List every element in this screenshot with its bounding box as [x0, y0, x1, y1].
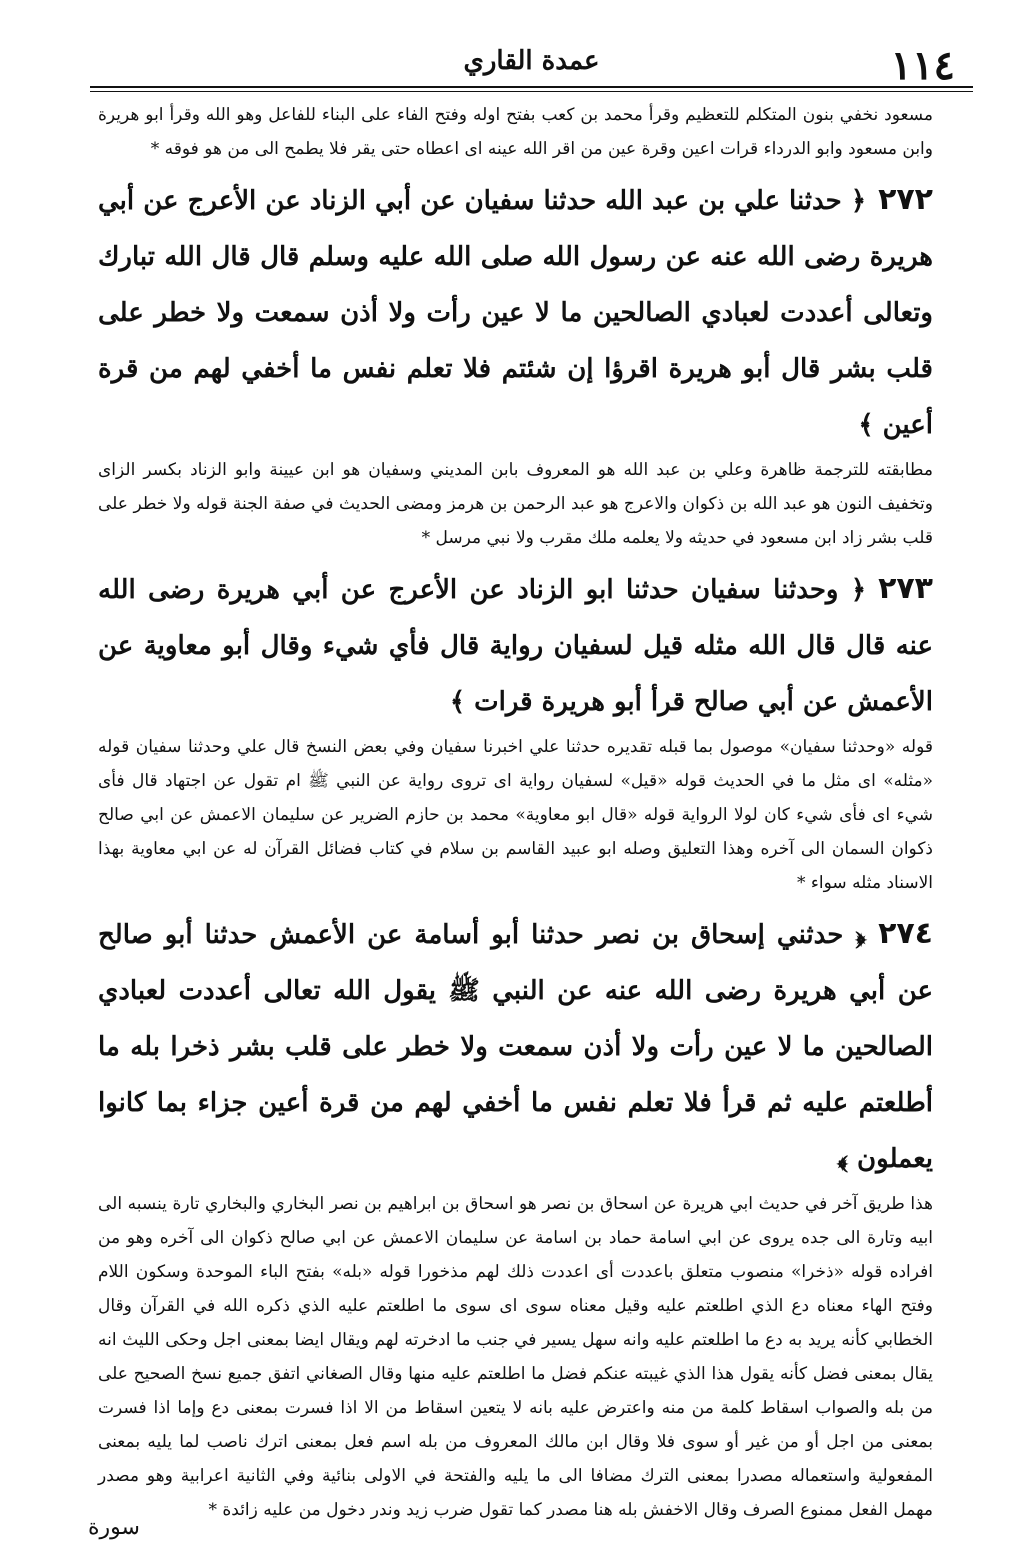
- hadith-paragraph: [98, 906, 933, 1187]
- hadith-number: ٢٧٣: [878, 571, 933, 606]
- hadith-number: ٢٧٢: [878, 182, 933, 217]
- commentary-paragraph: هذا طريق آخر في حديث ابي هريرة عن اسحاق بن نصر هو اسحاق بن ابراهيم بن نصر البخاري والبخاري تارة ينسبه الى ابيه وتارة الى جده يروى عن ابي اسامة حماد بن اسامة عن سليمان الاعمش عن ابي صالح ذكوان الى آخره وهو من افراده قوله «ذخرا» منصوب متعلق باعددت أى اعددت ذلك لهم مذخورا قوله «بله» بفتح الباء الموحدة وسكون اللام وفتح الهاء معناه دع الذي اطلعتم عليه وقيل معناه سوى اى سوى ما اطلعتم عليه الذي ذكره الله في القرآن وقال الخطابي كأنه يريد به دع ما اطلعتم عليه وانه سهل يسير في جنب ما ادخرته لهم ويقال ايضا بمعنى اجل وحكى الليث انه يقال بمعنى فضل كأنه يقول هذا الذي غيبته عنكم فضل ما اطلعتم عليه منها وقال الصغاني اتفق جميع نسخ الصحيح على من بله والصواب اسقاط كلمة من منه واعترض عليه بانه لا يتعين اسقاط من الا اذا فسرت بمعنى دع وإما اذا فسرت بمعنى من اجل أو من غير أو سوى فلا وقال ابن مالك المعروف من بله اسم فعل بمعنى اترك ناصب لما يليه بمعنى المفعولية واستعماله مصدرا بمعنى الترك مضافا الى ما يليه والفتحة في الاولى بنائية وفي الثانية اعرابية وهو مصدر مهمل الفعل ممنوع الصرف وقال الاخفش بله هنا مصدر كما تقول ضرب زيد وندر دخول من عليه زائدة *: [98, 1194, 934, 1520]
- commentary-paragraph: قوله «وحدثنا سفيان» موصول بما قبله تقديره حدثنا علي اخبرنا سفيان وفي بعض النسخ قال علي وحدثنا سفيان قوله «مثله» اى مثل ما في الحديث قوله «قيل» لسفيان رواية اى تروى رواية عن النبي ﷺ ام تقول عن اجتهاد قال فأى شيء اى فأى شيء كان لولا الرواية قوله «قال ابو معاوية» محمد بن حازم الضرير عن سليمان الاعمش عن ابي صالح ذكوان السمان الى آخره وهذا التعليق وصله ابو عبيد القاسم بن سلام في كتاب فضائل القرآن له عن ابي معاوية بهذا الاسناد مثله سواء *: [98, 737, 933, 893]
- header-rule: [90, 86, 973, 92]
- hadith-number: ٢٧٤: [878, 916, 933, 951]
- hadith-text: ﴿ حدثني إسحاق بن نصر حدثنا أبو أسامة عن الأعمش حدثنا أبو صالح عن أبي هريرة رضى الله عنه عن النبي ﷺ يقول الله تعالى أعددت لعبادي الصالحين ما لا عين رأت ولا أذن سمعت ولا خطر على قلب بشر ذخرا بله ما أطلعتم عليه ثم قرأ فلا تعلم نفس ما أخفي لهم من قرة أعين جزاء بما كانوا يعملون ﴾: [98, 920, 933, 1174]
- commentary-paragraph: مطابقته للترجمة ظاهرة وعلي بن عبد الله هو المعروف بابن المديني وسفيان هو ابن عيينة وابو الزناد بكسر الزاى وتخفيف النون هو عبد الله بن ذكوان والاعرج هو عبد الرحمن بن هرمز ومضى الحديث في صفة الجنة قوله ولا خطر على قلب بشر زاد ابن مسعود في حديثه ولا يعلمه ملك مقرب ولا نبي مرسل *: [98, 460, 933, 548]
- running-title: عمدة القاري: [463, 46, 600, 76]
- main-text: [98, 98, 934, 1520]
- hadith-text: ﴿ وحدثنا سفيان حدثنا ابو الزناد عن الأعرج عن أبي هريرة رضى الله عنه قال قال الله مثله قيل لسفيان رواية قال فأي شيء وقال أبو معاوية عن الأعمش عن أبي صالح قرأ أبو هريرة قرات ﴾: [98, 575, 933, 717]
- hadith-text: ﴿ حدثنا علي بن عبد الله حدثنا سفيان عن أبي الزناد عن الأعرج عن أبي هريرة رضى الله عنه عن رسول الله صلى الله عليه وسلم قال قال الله تبارك وتعالى أعددت لعبادي الصالحين ما لا عين رأت ولا أذن سمعت ولا خطر على قلب بشر قال أبو هريرة اقرؤا إن شئتم فلا تعلم نفس ما أخفي لهم من قرة أعين ﴾: [98, 186, 933, 440]
- page-number: ١١٤: [890, 42, 955, 89]
- catchword: سورة: [88, 1515, 140, 1540]
- commentary-paragraph: مسعود نخفي بنون المتكلم للتعظيم وقرأ محمد بن كعب بفتح اوله وفتح الفاء على البناء للفاعل وهو الله وقرأ ابو هريرة وابن مسعود وابو الدرداء قرات اعين وقرة عين من اقر الله عينه اى اعطاه حتى يقر فلا يطمح الى من هو فوقه *: [98, 105, 933, 159]
- hadith-paragraph: [98, 561, 933, 730]
- hadith-paragraph: [98, 172, 933, 453]
- running-head: [90, 42, 973, 90]
